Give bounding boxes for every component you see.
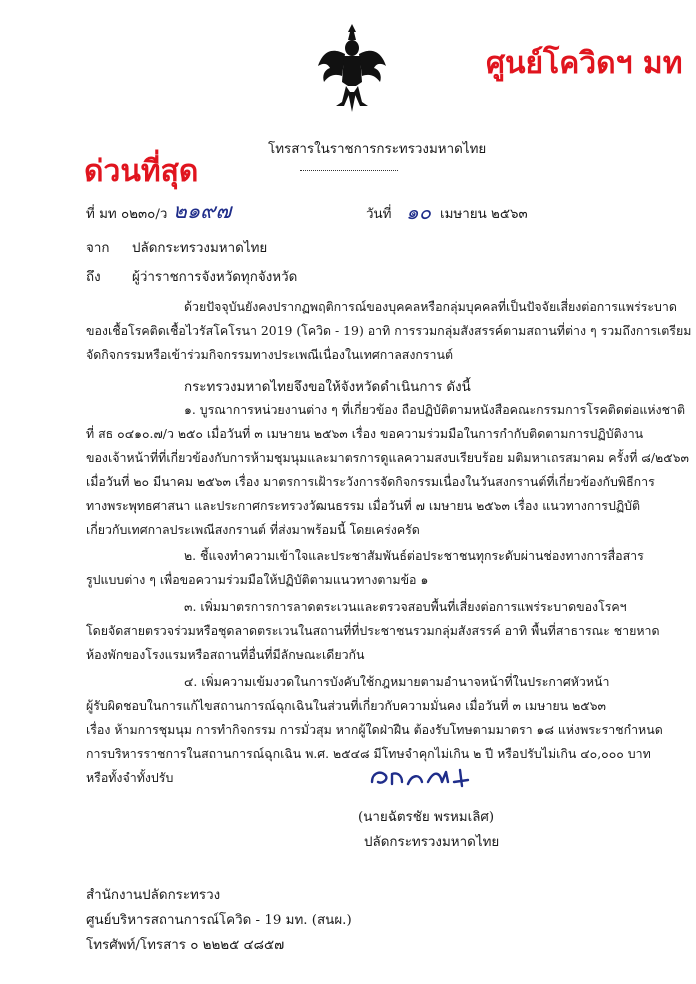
reference-label: ที่ มท ๐๒๓๐/ว: [86, 207, 168, 222]
official-title: โทรสารในราชการกระทรวงมหาดไทย: [268, 142, 487, 157]
item1-line-1: ๑. บูรณาการหน่วยงานต่าง ๆ ที่เกี่ยวข้อง ถือปฏิบัติตามหนังสือคณะกรรมการโรคติดต่อแห่งชาติ: [184, 402, 686, 417]
item1-line-3: ของเจ้าหน้าที่ที่เกี่ยวข้องกับการห้ามชุมนุมและมาตรการดูแลความสงบเรียบร้อย มติมหาเถรสมาคม ครั้งที่ ๘/๒๕๖๓: [86, 450, 689, 465]
item2-line-2: รูปแบบต่าง ๆ เพื่อขอความร่วมมือให้ปฏิบัติตามแนวทางตามข้อ ๑: [86, 572, 429, 587]
item4-line-2: ผู้รับผิดชอบในการแก้ไขสถานการณ์ฉุกเฉินในส่วนที่เกี่ยวกับความมั่นคง เมื่อวันที่ ๓ เมษายน ๒๕๖๓: [86, 698, 606, 713]
item1-line-5: ทางพระพุทธศาสนา และประกาศกระทรวงวัฒนธรรม เมื่อวันที่ ๗ เมษายน ๒๕๖๓ เรื่อง แนวทางการปฏิบัติ: [86, 498, 641, 513]
item1-line-4: เมื่อวันที่ ๒๐ มีนาคม ๒๕๖๓ เรื่อง มาตรการเฝ้าระวังการจัดกิจกรรมเนื่องในวันสงกรานต์ที่เกี่ยวข้องกับพิธีการ: [86, 474, 655, 489]
signature-scribble-icon: [368, 764, 474, 790]
item1-line-2: ที่ สธ ๐๔๑๐.๗/ว ๒๕๐ เมื่อวันที่ ๓ เมษายน ๒๕๖๓ เรื่อง ขอความร่วมมือในการกำกับติดตามการปฏิบัติงาน: [86, 426, 644, 441]
item1-line-6: เกี่ยวกับเทศกาลประเพณีสงกรานต์ ที่ส่งมาพร้อมนี้ โดยเคร่งครัด: [86, 522, 420, 537]
to-label: ถึง: [86, 270, 101, 285]
item4-line-3: เรื่อง ห้ามการชุมนุม การทำกิจกรรม การมั่วสุม หากผู้ใดฝ่าฝืน ต้องรับโทษตามมาตรา ๑๘ แห่งพระราชกำหนด: [86, 722, 663, 737]
instruction-line: กระทรวงมหาดไทยจึงขอให้จังหวัดดำเนินการ ดังนี้: [184, 380, 471, 395]
title-dotted-line: [300, 170, 398, 171]
item3-line-3: ห้องพักของโรงแรมหรือสถานที่อื่นที่มีลักษณะเดียวกัน: [86, 647, 365, 662]
date-label: วันที่: [366, 207, 392, 222]
item4-line-1: ๔. เพิ่มความเข้มงวดในการบังคับใช้กฎหมายตามอำนาจหน้าที่ในประกาศหัวหน้า: [184, 674, 610, 689]
footer-phone: โทรศัพท์/โทรสาร ๐ ๒๒๒๕ ๔๘๕๗: [86, 938, 285, 953]
date-month-year: เมษายน ๒๕๖๓: [440, 207, 528, 222]
footer-center: ศูนย์บริหารสถานการณ์โควิด - 19 มท. (สนผ.): [86, 913, 352, 928]
item2-line-1: ๒. ชี้แจงทำความเข้าใจและประชาสัมพันธ์ต่อประชาชนทุกระดับผ่านช่องทางการสื่อสาร: [184, 548, 644, 563]
date-day-handwritten: ๑๐: [406, 200, 431, 224]
to-value: ผู้ว่าราชการจังหวัดทุกจังหวัด: [132, 270, 298, 285]
reference-number-handwritten: ๒๑๙๗: [173, 199, 232, 223]
urgent-stamp: ด่วนที่สุด: [84, 154, 199, 189]
item4-line-5: หรือทั้งจำทั้งปรับ: [86, 770, 174, 785]
item3-line-2: โดยจัดสายตรวจร่วมหรือชุดลาดตระเวนในสถานที่ที่ประชาชนรวมกลุ่มสังสรรค์ อาทิ พื้นที่สาธารณะ ชายหาด: [86, 623, 660, 638]
footer-office: สำนักงานปลัดกระทรวง: [86, 888, 221, 903]
from-label: จาก: [86, 241, 110, 256]
intro-line-3: จัดกิจกรรมหรือเข้าร่วมกิจกรรมทางประเพณีเนื่องในเทศกาลสงกรานต์: [86, 347, 454, 362]
signatory-name: (นายฉัตรชัย พรหมเลิศ): [358, 810, 495, 825]
item3-line-1: ๓. เพิ่มมาตรการการลาดตระเวนและตรวจสอบพื้นที่เสี่ยงต่อการแพร่ระบาดของโรคฯ: [184, 599, 627, 614]
garuda-emblem-icon: [316, 20, 388, 114]
item4-line-4: การบริหารราชการในสถานการณ์ฉุกเฉิน พ.ศ. ๒๕๔๘ มีโทษจำคุกไม่เกิน ๒ ปี หรือปรับไม่เกิน ๔๐,๐๐๐ บาท: [86, 746, 651, 761]
covid-center-stamp: ศูนย์โควิดฯ มท: [486, 46, 683, 81]
from-value: ปลัดกระทรวงมหาดไทย: [132, 241, 268, 256]
intro-line-1: ด้วยปัจจุบันยังคงปรากฏพฤติการณ์ของบุคคลหรือกลุ่มบุคคลที่เป็นปัจจัยเสี่ยงต่อการแพร่ระบาด: [184, 299, 677, 314]
intro-line-2: ของเชื้อโรคติดเชื้อไวรัสโคโรนา 2019 (โควิด - 19) อาทิ การรวมกลุ่มสังสรรค์ตามสถานที่ต่าง ๆ รวมถึงการเตรียม: [86, 323, 692, 338]
signatory-position: ปลัดกระทรวงมหาดไทย: [364, 835, 500, 850]
